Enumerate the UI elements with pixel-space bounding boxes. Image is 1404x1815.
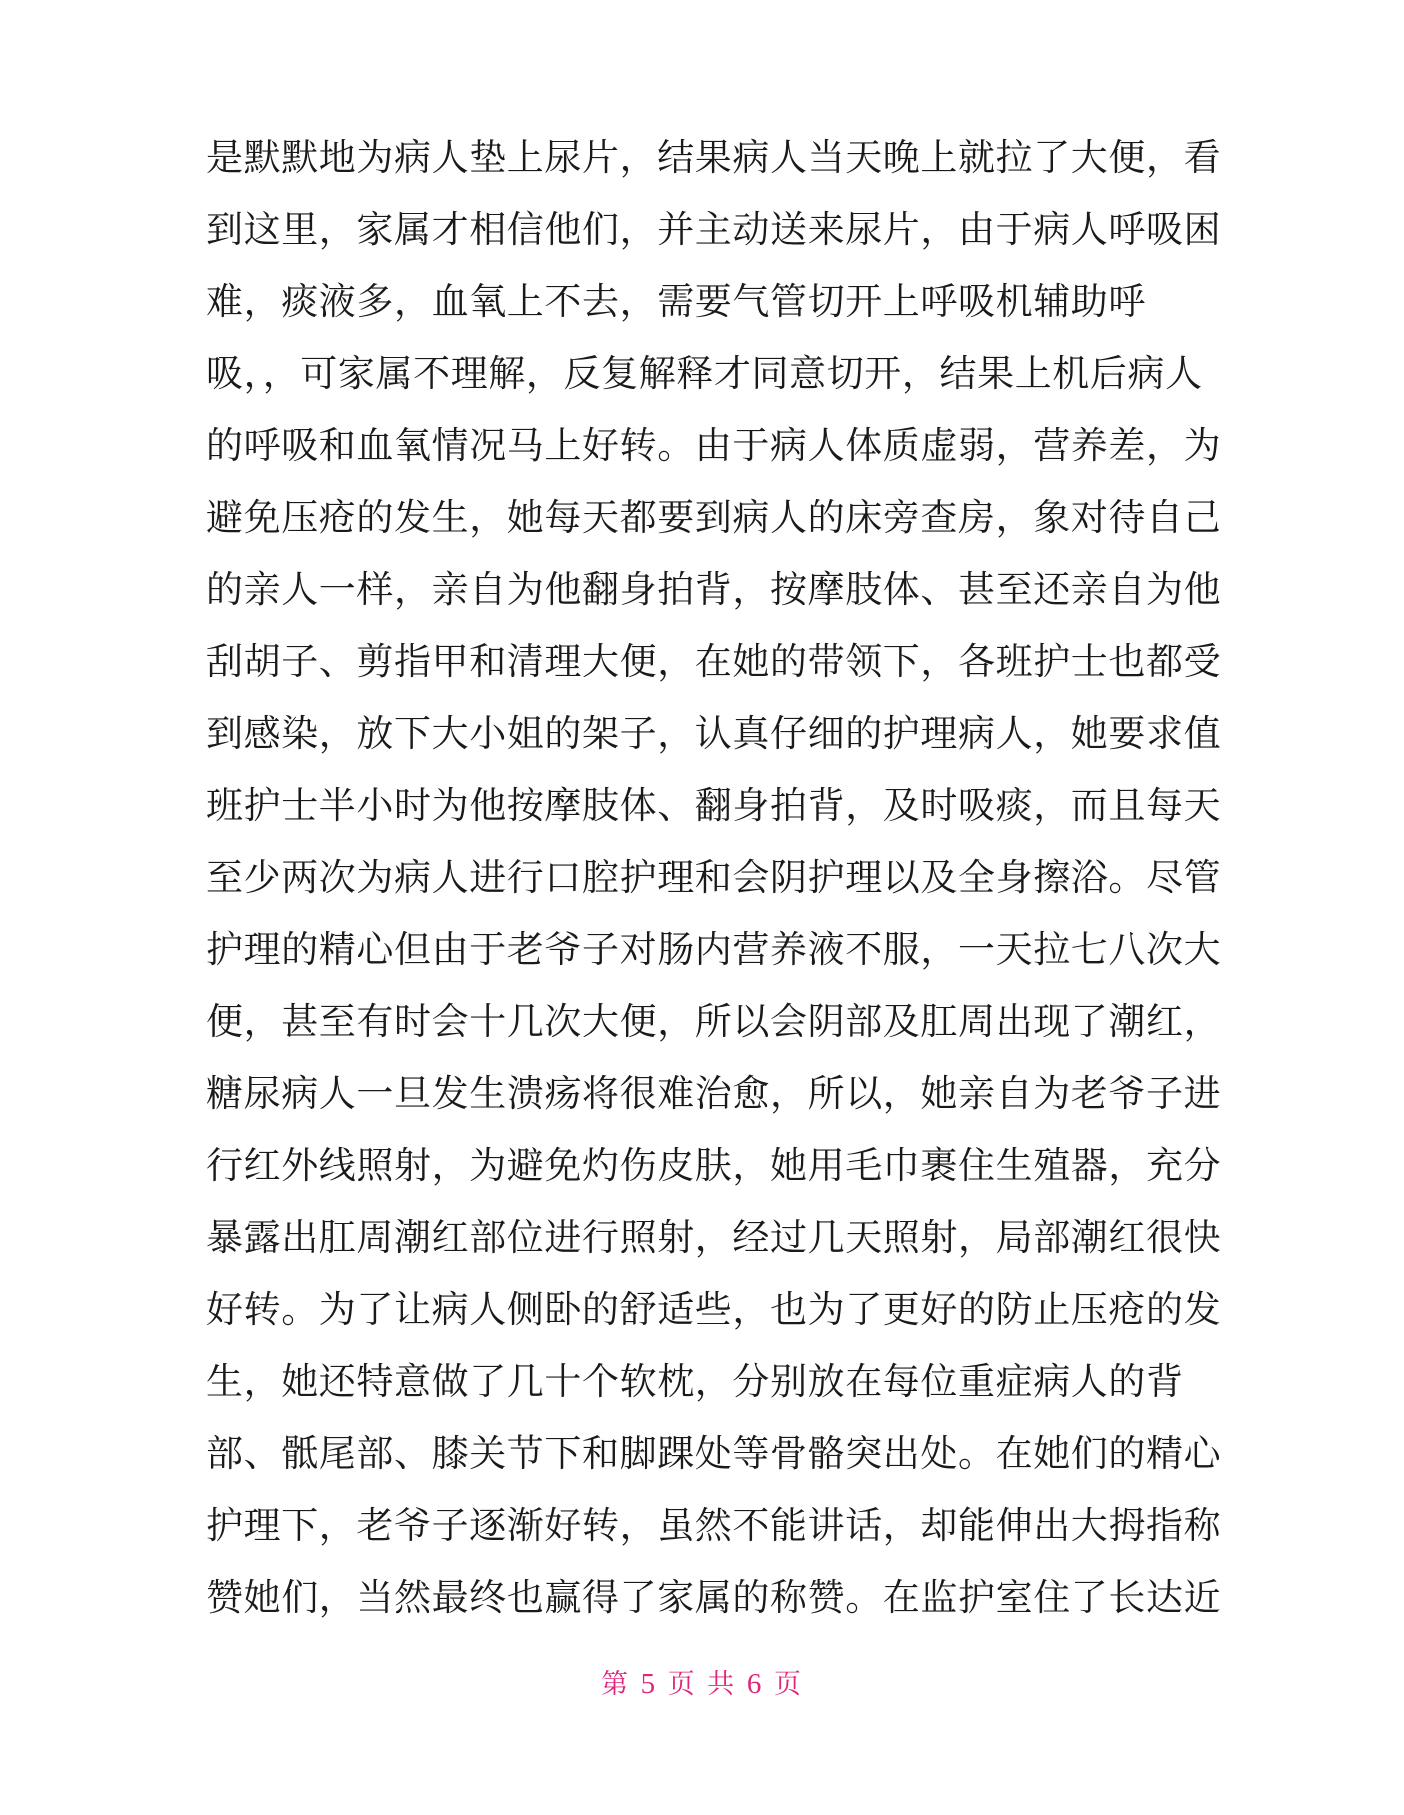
text-line: 的亲人一样，亲自为他翻身拍背，按摩肢体、甚至还亲自为他 (206, 568, 1222, 611)
page-label-suffix: 页 (773, 1669, 803, 1700)
text-line: 赞她们，当然最终也赢得了家属的称赞。在监护室住了长达近 (206, 1576, 1222, 1619)
text-line: 难，痰液多，血氧上不去，需要气管切开上呼吸机辅助呼 (206, 280, 1146, 323)
text-line: 便，甚至有时会十几次大便，所以会阴部及肛周出现了潮红， (206, 1000, 1222, 1043)
text-line: 到这里，家属才相信他们，并主动送来尿片，由于病人呼吸困 (206, 208, 1222, 251)
text-line: 护理的精心但由于老爷子对肠内营养液不服，一天拉七八次大 (206, 928, 1222, 971)
text-line: 到感染，放下大小姐的架子，认真仔细的护理病人，她要求值 (206, 712, 1222, 755)
text-line: 的呼吸和血氧情况马上好转。由于病人体质虚弱，营养差，为 (206, 424, 1222, 467)
total-pages-number: 6 (746, 1668, 764, 1700)
page-label-middle: 页 共 (667, 1669, 737, 1700)
text-line: 部、骶尾部、膝关节下和脚踝处等骨骼突出处。在她们的精心 (206, 1432, 1222, 1475)
page-footer (0, 1662, 1404, 1701)
text-line: 护理下，老爷子逐渐好转，虽然不能讲话，却能伸出大拇指称 (206, 1504, 1222, 1547)
text-line: 吸，，可家属不理解，反复解释才同意切开，结果上机后病人 (206, 352, 1203, 395)
text-line: 刮胡子、剪指甲和清理大便，在她的带领下，各班护士也都受 (206, 640, 1222, 683)
text-line: 至少两次为病人进行口腔护理和会阴护理以及全身擦浴。尽管 (206, 856, 1222, 899)
text-line: 班护士半小时为他按摩肢体、翻身拍背，及时吸痰，而且每天 (206, 784, 1222, 827)
page-label-prefix: 第 (601, 1669, 631, 1700)
text-line: 生，她还特意做了几十个软枕，分别放在每位重症病人的背 (206, 1360, 1184, 1403)
text-line: 糖尿病人一旦发生溃疡将很难治愈，所以，她亲自为老爷子进 (206, 1072, 1222, 1115)
current-page-number: 5 (640, 1668, 658, 1700)
body-text (206, 122, 1222, 1634)
text-line: 行红外线照射，为避免灼伤皮肤，她用毛巾裹住生殖器，充分 (206, 1144, 1222, 1187)
text-line: 是默默地为病人垫上尿片，结果病人当天晚上就拉了大便，看 (206, 136, 1222, 179)
text-line: 好转。为了让病人侧卧的舒适些，也为了更好的防止压疮的发 (206, 1288, 1222, 1331)
text-line: 避免压疮的发生，她每天都要到病人的床旁查房，象对待自己 (206, 496, 1222, 539)
text-line: 暴露出肛周潮红部位进行照射，经过几天照射，局部潮红很快 (206, 1216, 1222, 1259)
